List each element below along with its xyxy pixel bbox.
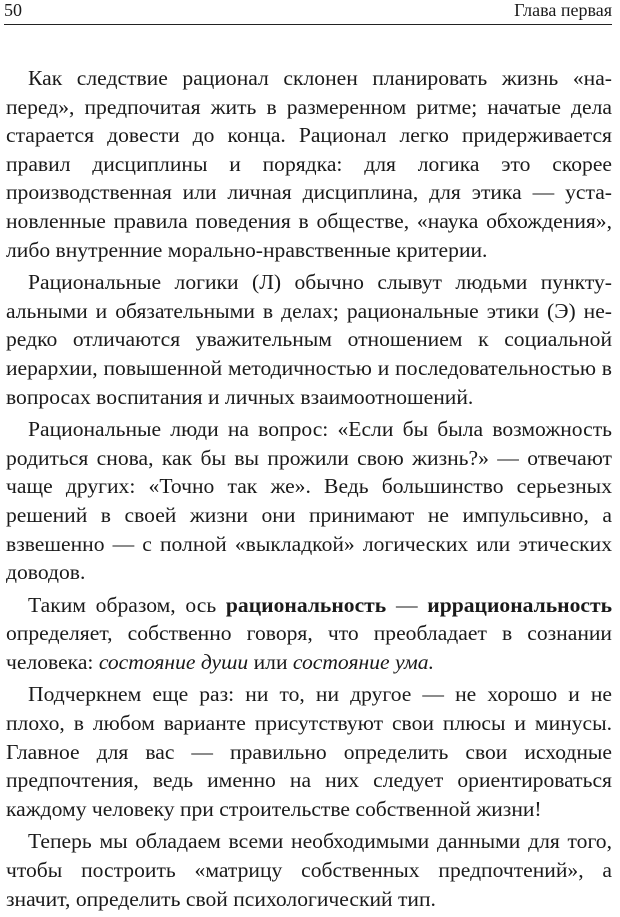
paragraph-6: Теперь мы обладаем всеми необходимыми данными для того, чтобы построить «матрицу собственных предпочтений», а значит, определить свой психологический тип. [6,829,612,911]
chapter-title: Глава первая [514,0,612,20]
p4-or: или [248,649,293,674]
body-text [6,64,612,917]
p4-mid: определяет, собственно говоря, что преобладает в сознании человека: [6,621,612,674]
paragraph-4 [6,591,612,677]
term-rationality: рациональность [225,592,387,617]
paragraph-2: Рациональные логики (Л) обычно слывут людьми пунктуальными и обязательными в делах; рациональные этики (Э) нередко отличаются уважительным отношением к социальной иерархии, повышенной методичностью и последовательностью в вопросах воспитания и личных взаимоотношений. [6,270,612,409]
running-header [4,0,612,25]
term-irrationality: иррациональность [427,592,613,617]
p4-dash: — [386,592,428,617]
p4-lead: Таким образом, ось [28,592,226,617]
term-state-of-soul: состояние души [98,649,249,674]
paragraph-5: Подчеркнем еще раз: ни то, ни другое — не хорошо и не плохо, в любом варианте присутствуют свои плюсы и минусы. Главное для вас — правильно определить свои исходные предпочтения, ведь именно на них следует ориентироваться каждому человеку при строительстве собственной жизни! [6,682,612,821]
paragraph-1: Как следствие рационал склонен планировать жизнь «наперед», предпочитая жить в размеренном ритме; начатые дела старается довести до конца. Рационал легко придерживается правил дисциплины и порядка: для логика это скорее производственная или личная дисциплина, для этика — установленные правила поведения в обществе, «наука обхождения», либо внутренние морально-нравственные критерии. [6,66,612,262]
page-number: 50 [4,0,22,20]
paragraph-3: Рациональные люди на вопрос: «Если бы была возможность родиться снова, как бы вы прожили свою жизнь?» — отвечают чаще других: «Точно так же». Ведь большинство серьезных решений в своей жизни они принимают не импульсивно, а взвешенно — с полной «выкладкой» логических или этических доводов. [6,417,612,585]
term-state-of-mind: состояние ума. [292,649,434,674]
